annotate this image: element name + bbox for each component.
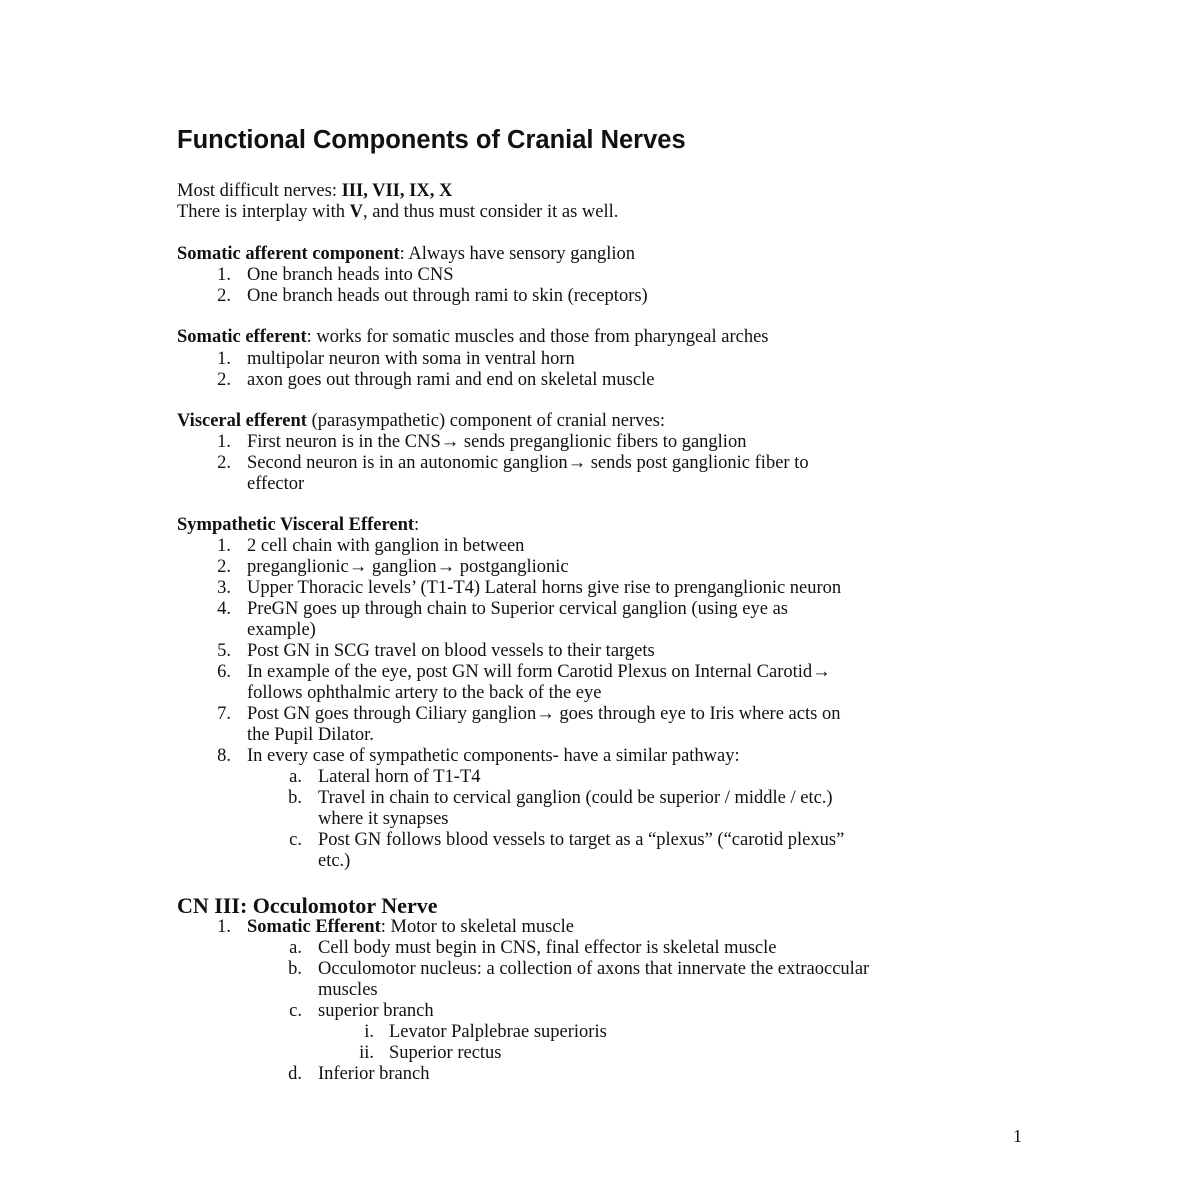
list-item: First neuron is in the CNS→ sends preganglionic fibers to ganglion xyxy=(247,432,747,452)
list-item-continuation: the Pupil Dilator. xyxy=(247,725,374,745)
section-heading-cn3: CN III: Occulomotor Nerve xyxy=(177,893,438,918)
sublist-item: Lateral horn of T1-T4 xyxy=(318,767,481,787)
intro-text: , and thus must consider it as well. xyxy=(363,202,619,222)
list-item: Post GN in SCG travel on blood vessels to their targets xyxy=(247,641,655,661)
list-item: One branch heads out through rami to skin (receptors) xyxy=(247,286,648,306)
list-item-continuation: example) xyxy=(247,620,316,640)
list-item-continuation: follows ophthalmic artery to the back of the eye xyxy=(247,683,602,703)
sublist-marker: d. xyxy=(288,1064,302,1084)
sublist-item: Cell body must begin in CNS, final effector is skeletal muscle xyxy=(318,938,777,958)
section-heading-visceral-efferent xyxy=(177,411,665,432)
intro-line-1 xyxy=(177,181,452,202)
intro-bold-nerves: III, VII, IX, X xyxy=(341,181,453,201)
roman-marker: ii. xyxy=(359,1043,374,1063)
sublist-marker: a. xyxy=(289,938,302,958)
list-item: Second neuron is in an autonomic ganglion→ sends post ganglionic fiber to xyxy=(247,453,809,473)
page-number: 1 xyxy=(1013,1126,1022,1146)
sublist-item-continuation: where it synapses xyxy=(318,809,449,829)
sublist-marker: c. xyxy=(289,830,302,850)
section-heading-somatic-afferent xyxy=(177,244,635,265)
heading-bold: Somatic afferent component xyxy=(177,244,400,264)
heading-rest: : Always have sensory ganglion xyxy=(399,244,635,264)
item-rest: : Motor to skeletal muscle xyxy=(380,917,574,937)
heading-rest: (parasympathetic) component of cranial nerves: xyxy=(306,411,665,431)
list-marker: 1. xyxy=(217,432,231,452)
sublist-item-continuation: muscles xyxy=(318,980,378,1000)
roman-item: Superior rectus xyxy=(389,1043,502,1063)
list-item: PreGN goes up through chain to Superior cervical ganglion (using eye as xyxy=(247,599,788,619)
heading-rest: : works for somatic muscles and those from pharyngeal arches xyxy=(306,327,769,347)
list-marker: 2. xyxy=(217,453,231,473)
list-marker: 2. xyxy=(217,286,231,306)
heading-rest: : xyxy=(414,515,420,535)
sublist-marker: c. xyxy=(289,1001,302,1021)
sublist-item-continuation: etc.) xyxy=(318,851,351,871)
intro-bold-nerve: V xyxy=(349,202,363,222)
page-title: Functional Components of Cranial Nerves xyxy=(177,126,686,154)
roman-marker: i. xyxy=(364,1022,374,1042)
heading-bold: Sympathetic Visceral Efferent xyxy=(177,515,415,535)
sublist-item: Travel in chain to cervical ganglion (could be superior / middle / etc.) xyxy=(318,788,833,808)
list-marker: 7. xyxy=(217,704,231,724)
heading-bold: Visceral efferent xyxy=(177,411,307,431)
list-item: multipolar neuron with soma in ventral horn xyxy=(247,349,575,369)
list-marker: 5. xyxy=(217,641,231,661)
list-marker: 1. xyxy=(217,349,231,369)
list-marker: 2. xyxy=(217,370,231,390)
intro-text: Most difficult nerves: xyxy=(177,181,342,201)
roman-item: Levator Palplebrae superioris xyxy=(389,1022,607,1042)
heading-bold: Somatic efferent xyxy=(177,327,307,347)
sublist-marker: b. xyxy=(288,959,302,979)
list-item: Post GN goes through Ciliary ganglion→ goes through eye to Iris where acts on xyxy=(247,704,841,724)
list-marker: 6. xyxy=(217,662,231,682)
list-marker: 8. xyxy=(217,746,231,766)
list-item: In example of the eye, post GN will form Carotid Plexus on Internal Carotid→ xyxy=(247,662,831,682)
item-bold: Somatic Efferent xyxy=(247,917,381,937)
list-item: preganglionic→ ganglion→ postganglionic xyxy=(247,557,569,577)
list-marker: 1. xyxy=(217,265,231,285)
list-marker: 1. xyxy=(217,536,231,556)
sublist-item: Inferior branch xyxy=(318,1064,430,1084)
sublist-item: Occulomotor nucleus: a collection of axons that innervate the extraoccular xyxy=(318,959,870,979)
sublist-marker: b. xyxy=(288,788,302,808)
section-heading-sympathetic xyxy=(177,515,419,536)
section-heading-somatic-efferent xyxy=(177,327,768,348)
list-item: axon goes out through rami and end on skeletal muscle xyxy=(247,370,655,390)
sublist-marker: a. xyxy=(289,767,302,787)
list-marker: 3. xyxy=(217,578,231,598)
intro-text: There is interplay with xyxy=(177,202,350,222)
list-item: Upper Thoracic levels’ (T1-T4) Lateral horns give rise to prenganglionic neuron xyxy=(247,578,842,598)
sublist-item: Post GN follows blood vessels to target as a “plexus” (“carotid plexus” xyxy=(318,830,845,850)
list-item: One branch heads into CNS xyxy=(247,265,454,285)
intro-line-2 xyxy=(177,202,618,223)
list-marker: 4. xyxy=(217,599,231,619)
list-item: 2 cell chain with ganglion in between xyxy=(247,536,525,556)
list-item: In every case of sympathetic components- have a similar pathway: xyxy=(247,746,740,766)
list-item xyxy=(247,917,574,938)
sublist-item: superior branch xyxy=(318,1001,434,1021)
list-marker: 2. xyxy=(217,557,231,577)
list-marker: 1. xyxy=(217,917,231,937)
list-item-continuation: effector xyxy=(247,474,305,494)
